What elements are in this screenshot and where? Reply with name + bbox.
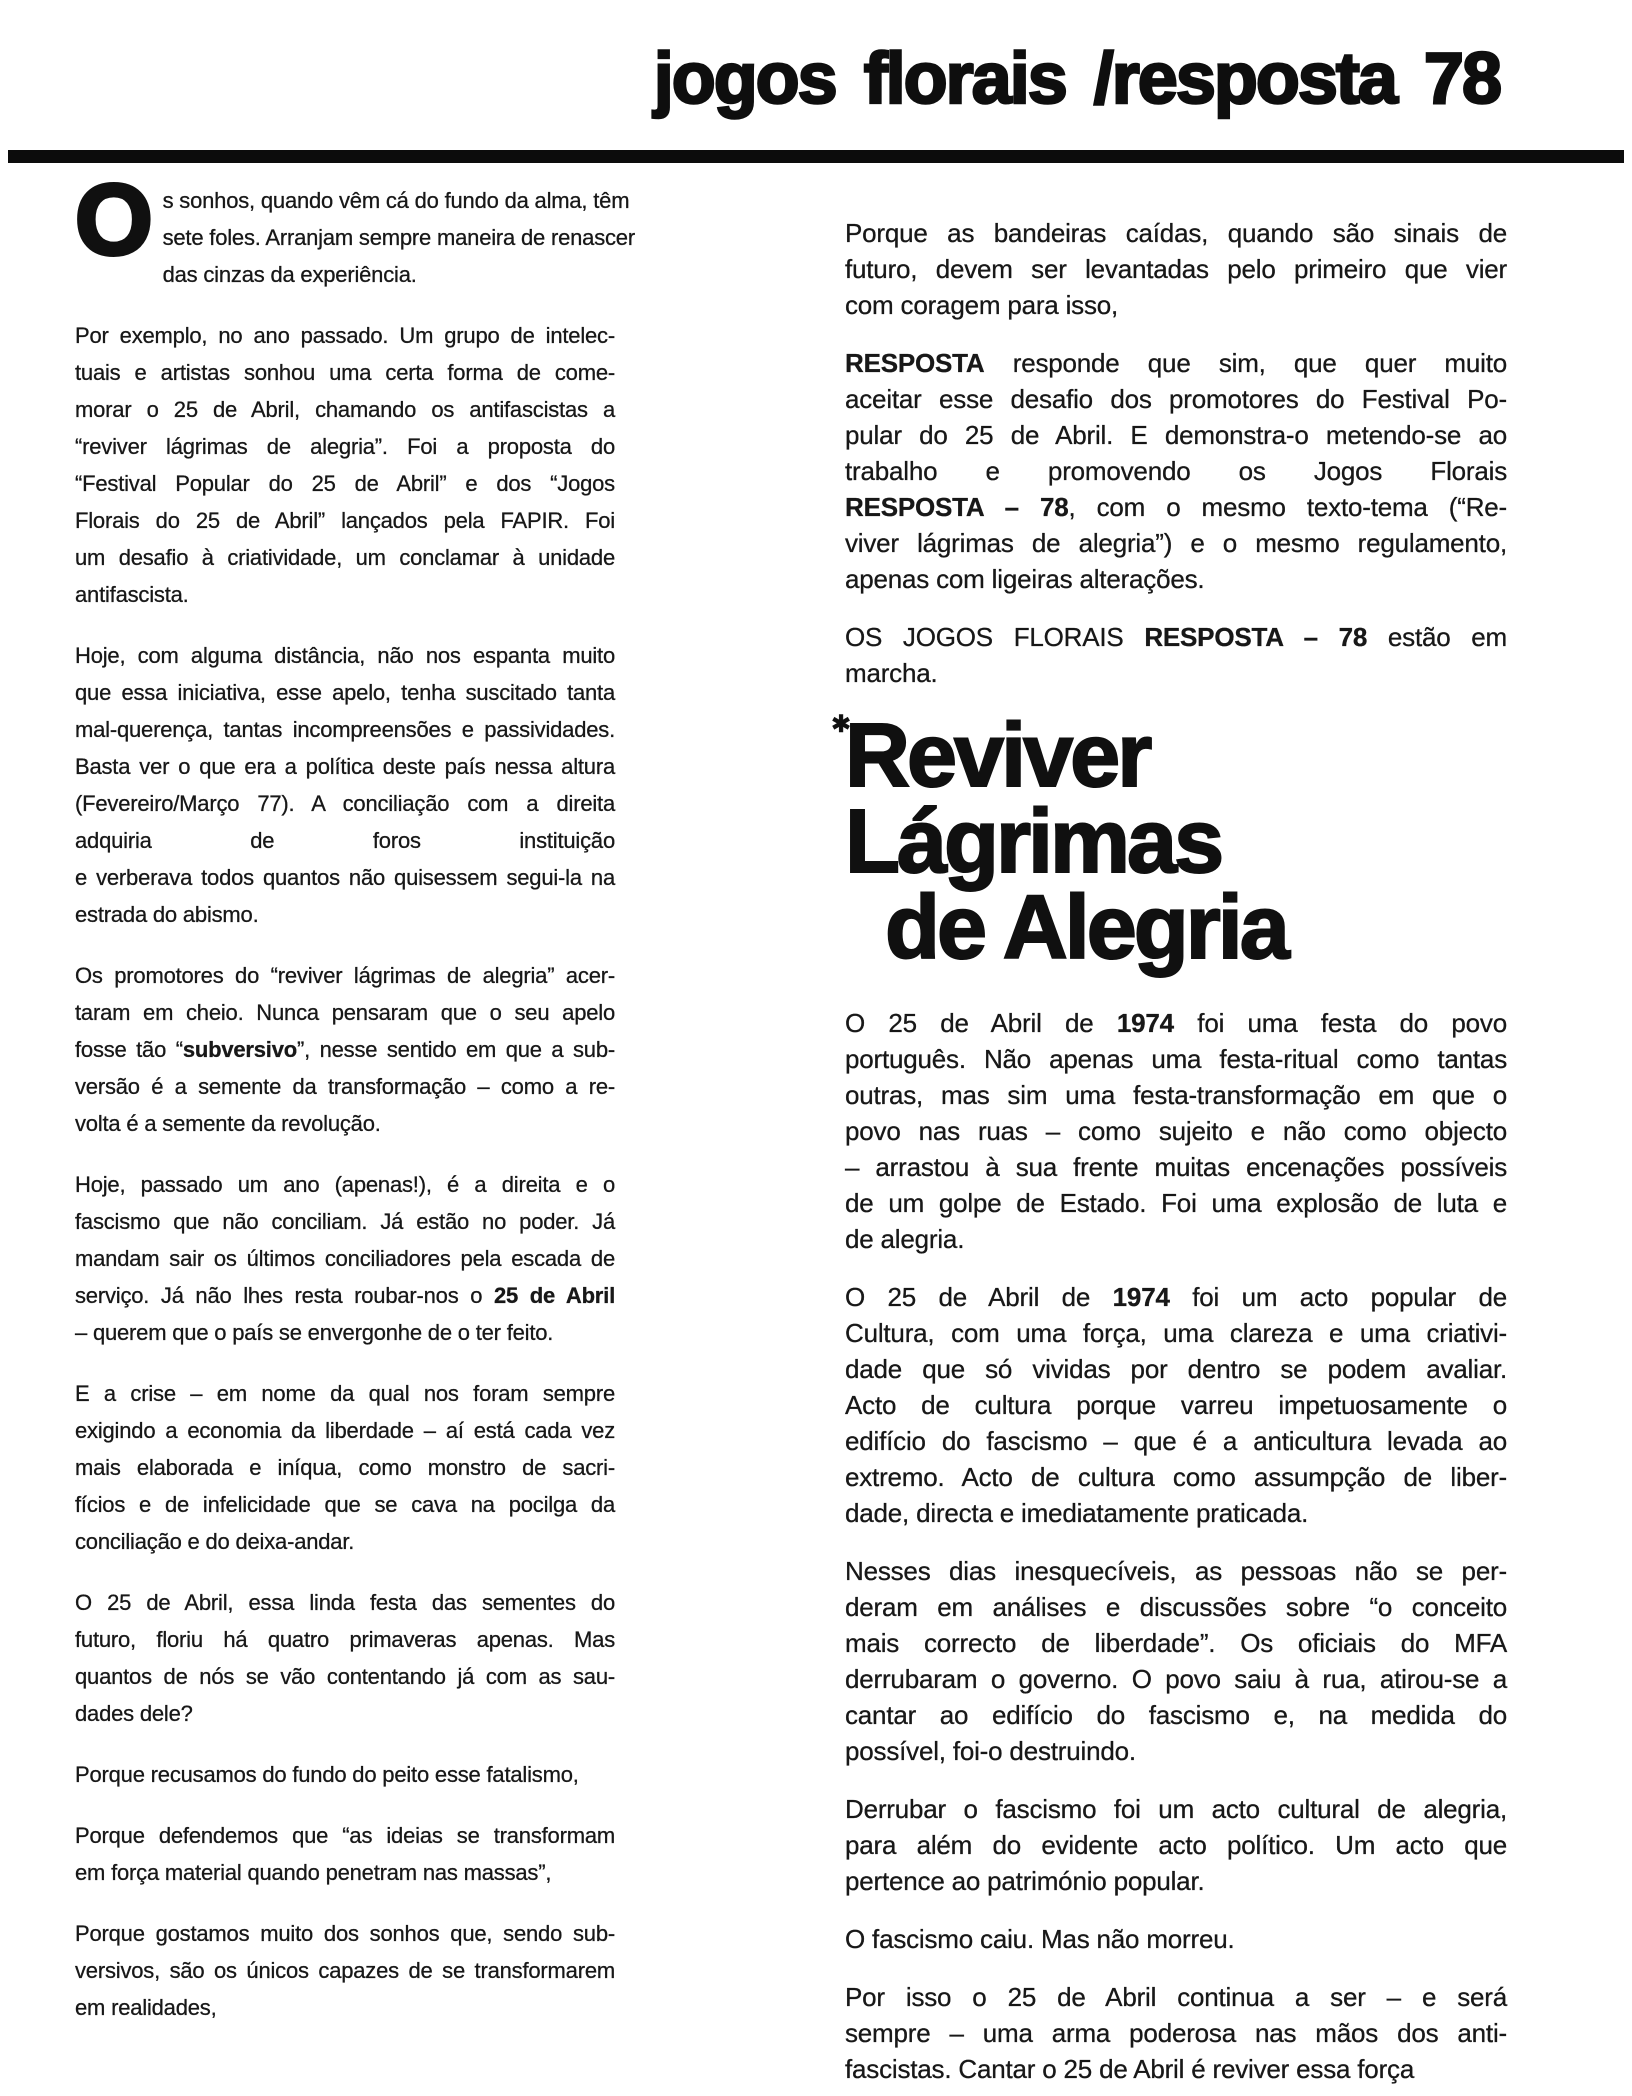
paragraph xyxy=(75,1915,615,2026)
paragraph xyxy=(75,1584,615,1732)
text-line: extremo. Acto de cultura como assumpção de liber- xyxy=(845,1462,1507,1492)
text-line: trabalho e promovendo os Jogos Florais xyxy=(845,456,1507,486)
header-rule xyxy=(8,150,1624,163)
section-title: jogos florais /resposta 78 xyxy=(653,39,1500,119)
text-line: Hoje, passado um ano (apenas!), é a direita e o xyxy=(75,1172,615,1197)
right-column xyxy=(831,215,1507,2096)
left-column xyxy=(75,164,635,2050)
text-line: edifício do fascismo – que é a anticultura levada ao xyxy=(845,1426,1507,1456)
asterisk-icon: ✱ xyxy=(831,711,851,738)
paragraph xyxy=(75,164,635,293)
text-line: apenas com ligeiras alterações. xyxy=(845,564,1205,594)
text-line: Porque gostamos muito dos sonhos que, sendo sub- xyxy=(75,1921,615,1946)
text-line: Porque recusamos do fundo do peito esse fatalismo, xyxy=(75,1762,579,1787)
text-line: Os promotores do “reviver lágrimas de alegria” acer- xyxy=(75,963,615,988)
text-line: O 25 de Abril de 1974 foi uma festa do povo xyxy=(845,1008,1507,1038)
text-line: tuais e artistas sonhou uma certa forma de come- xyxy=(75,360,615,385)
text-line: povo nas ruas – como sujeito e não como objecto xyxy=(845,1116,1507,1146)
logo-line-lagrimas: Lágrimas xyxy=(845,792,1222,892)
right-column-top xyxy=(845,215,1507,691)
text-line: viver lágrimas de alegria”) e o mesmo regulamento, xyxy=(845,528,1507,558)
text-line: Porque as bandeiras caídas, quando são sinais de xyxy=(845,218,1507,248)
text-line: versão é a semente da transformação – como a re- xyxy=(75,1074,615,1099)
text-line: sempre – uma arma poderosa nas mãos dos anti- xyxy=(845,2018,1507,2048)
text-line: mal-querença, tantas incompreensões e passividades. xyxy=(75,717,615,742)
text-line: cantar ao edifício do fascismo e, na medida do xyxy=(845,1700,1507,1730)
text-line: aceitar esse desafio dos promotores do Festival Po- xyxy=(845,384,1507,414)
text-line: “reviver lágrimas de alegria”. Foi a proposta do xyxy=(75,434,615,459)
text-line: – arrastou à sua frente muitas encenações possíveis xyxy=(845,1152,1507,1182)
paragraph xyxy=(845,215,1507,323)
text-line: Por exemplo, no ano passado. Um grupo de intelec- xyxy=(75,323,615,348)
logo-line-de-alegria: de Alegria xyxy=(885,878,1287,978)
text-line: deram em análises e discussões sobre “o conceito xyxy=(845,1592,1507,1622)
text-line: um desafio à criatividade, um conclamar à unidade xyxy=(75,545,615,570)
logo-line-reviver: Reviver xyxy=(845,706,1150,806)
text-line: português. Não apenas uma festa-ritual como tantas xyxy=(845,1044,1507,1074)
text-line: que essa iniciativa, esse apelo, tenha suscitado tanta xyxy=(75,680,615,705)
text-line: marcha. xyxy=(845,658,938,688)
paragraph xyxy=(75,1756,615,1793)
text-line: e verberava todos quantos não quisessem segui-la na xyxy=(75,865,615,890)
paragraph xyxy=(845,1005,1507,1257)
text-line: futuro, floriu há quatro primaveras apenas. Mas xyxy=(75,1627,615,1652)
text-line: E a crise – em nome da qual nos foram sempre xyxy=(75,1381,615,1406)
text-line: com coragem para isso, xyxy=(845,290,1119,320)
text-line: dade que só vividas por dentro se podem avaliar. xyxy=(845,1354,1507,1384)
paragraph xyxy=(75,317,615,613)
text-line: “Festival Popular do 25 de Abril” e dos “Jogos xyxy=(75,471,615,496)
text-line: O fascismo caiu. Mas não morreu. xyxy=(845,1924,1235,1954)
text-line: RESPOSTA – 78, com o mesmo texto-tema (“Re- xyxy=(845,492,1507,522)
text-line: O 25 de Abril, essa linda festa das sementes do xyxy=(75,1590,615,1615)
paragraph xyxy=(845,1791,1507,1899)
text-line: fascismo que não conciliam. Já estão no poder. Já xyxy=(75,1209,615,1234)
text-line: fícios e de infelicidade que se cava na pocilga da xyxy=(75,1492,615,1517)
text-line: Porque defendemos que “as ideias se transformam xyxy=(75,1823,615,1848)
text-line: em realidades, xyxy=(75,1995,217,2020)
paragraph xyxy=(845,1921,1507,1957)
paragraph xyxy=(75,1375,615,1560)
text-line: mais correcto de liberdade”. Os oficiais do MFA xyxy=(845,1628,1507,1658)
text-line: de um golpe de Estado. Foi uma explosão de luta e xyxy=(845,1188,1507,1218)
text-line: fosse tão “subversivo”, nesse sentido em que a sub- xyxy=(75,1037,615,1062)
text-line: O 25 de Abril de 1974 foi um acto popular de xyxy=(845,1282,1507,1312)
text-line: OS JOGOS FLORAIS RESPOSTA – 78 estão em xyxy=(845,622,1507,652)
text-line: possível, foi-o destruindo. xyxy=(845,1736,1136,1766)
text-line: s sonhos, quando vêm cá do fundo da alma, têm xyxy=(162,188,630,213)
text-line: RESPOSTA responde que sim, que quer muito xyxy=(845,348,1507,378)
paragraph xyxy=(845,345,1507,597)
text-line: pertence ao património popular. xyxy=(845,1866,1205,1896)
text-line: fascistas. Cantar o 25 de Abril é reviver essa força xyxy=(845,2054,1415,2084)
text-line: conciliação e do deixa-andar. xyxy=(75,1529,355,1554)
text-line: – querem que o país se envergonhe de o ter feito. xyxy=(75,1320,554,1345)
text-line: taram em cheio. Nunca pensaram que o seu apelo xyxy=(75,1000,615,1025)
drop-cap: O xyxy=(75,164,153,276)
paragraph xyxy=(845,1979,1507,2087)
text-line: Derrubar o fascismo foi um acto cultural de alegria, xyxy=(845,1794,1507,1824)
text-line: exigindo a economia da liberdade – aí está cada vez xyxy=(75,1418,615,1443)
text-line: futuro, devem ser levantadas pelo primeiro que vier xyxy=(845,254,1507,284)
text-line: para além do evidente acto político. Um acto que xyxy=(845,1830,1507,1860)
text-line: adquiria de foros instituição xyxy=(75,828,615,853)
text-line: outras, mas sim uma festa-transformação em que o xyxy=(845,1080,1507,1110)
text-line: mandam sair os últimos conciliadores pela escada de xyxy=(75,1246,615,1271)
text-line: serviço. Já não lhes resta roubar-nos o 25 de Abril xyxy=(75,1283,615,1308)
text-line: sete foles. Arranjam sempre maneira de renascer xyxy=(162,225,635,250)
text-line: volta é a semente da revolução. xyxy=(75,1111,381,1136)
text-line: dade, directa e imediatamente praticada. xyxy=(845,1498,1309,1528)
text-line: Basta ver o que era a política deste país nessa altura xyxy=(75,754,615,779)
text-line: estrada do abismo. xyxy=(75,902,259,927)
text-line: versivos, são os únicos capazes de se transformarem xyxy=(75,1958,615,1983)
text-line: antifascista. xyxy=(75,582,189,607)
right-column-bottom xyxy=(845,1005,1507,2087)
paragraph xyxy=(75,1817,615,1891)
text-line: Acto de cultura porque varreu impetuosamente o xyxy=(845,1390,1507,1420)
paragraph xyxy=(845,619,1507,691)
reviver-logo xyxy=(831,706,1507,978)
text-line: dades dele? xyxy=(75,1701,193,1726)
text-line: quantos de nós se vão contentando já com as sau- xyxy=(75,1664,615,1689)
paragraph xyxy=(75,957,615,1142)
text-line: Florais do 25 de Abril” lançados pela FAPIR. Foi xyxy=(75,508,615,533)
text-line: das cinzas da experiência. xyxy=(162,262,417,287)
text-line: Por isso o 25 de Abril continua a ser – e será xyxy=(845,1982,1507,2012)
text-line: mais elaborada e iníqua, como monstro de sacri- xyxy=(75,1455,615,1480)
text-line: Nesses dias inesquecíveis, as pessoas não se per- xyxy=(845,1556,1507,1586)
paragraph xyxy=(75,1166,615,1351)
paragraph xyxy=(75,637,615,933)
text-line: derrubaram o governo. O povo saiu à rua, atirou-se a xyxy=(845,1664,1507,1694)
paragraph xyxy=(845,1279,1507,1531)
text-line: morar o 25 de Abril, chamando os antifascistas a xyxy=(75,397,615,422)
text-line: (Fevereiro/Março 77). A conciliação com a direita xyxy=(75,791,615,816)
text-line: em força material quando penetram nas massas”, xyxy=(75,1860,552,1885)
text-line: Hoje, com alguma distância, não nos espanta muito xyxy=(75,643,615,668)
text-line: de alegria. xyxy=(845,1224,965,1254)
paragraph xyxy=(845,1553,1507,1769)
text-line: Cultura, com uma força, uma clareza e uma criativi- xyxy=(845,1318,1507,1348)
text-line: pular do 25 de Abril. E demonstra-o metendo-se ao xyxy=(845,420,1507,450)
